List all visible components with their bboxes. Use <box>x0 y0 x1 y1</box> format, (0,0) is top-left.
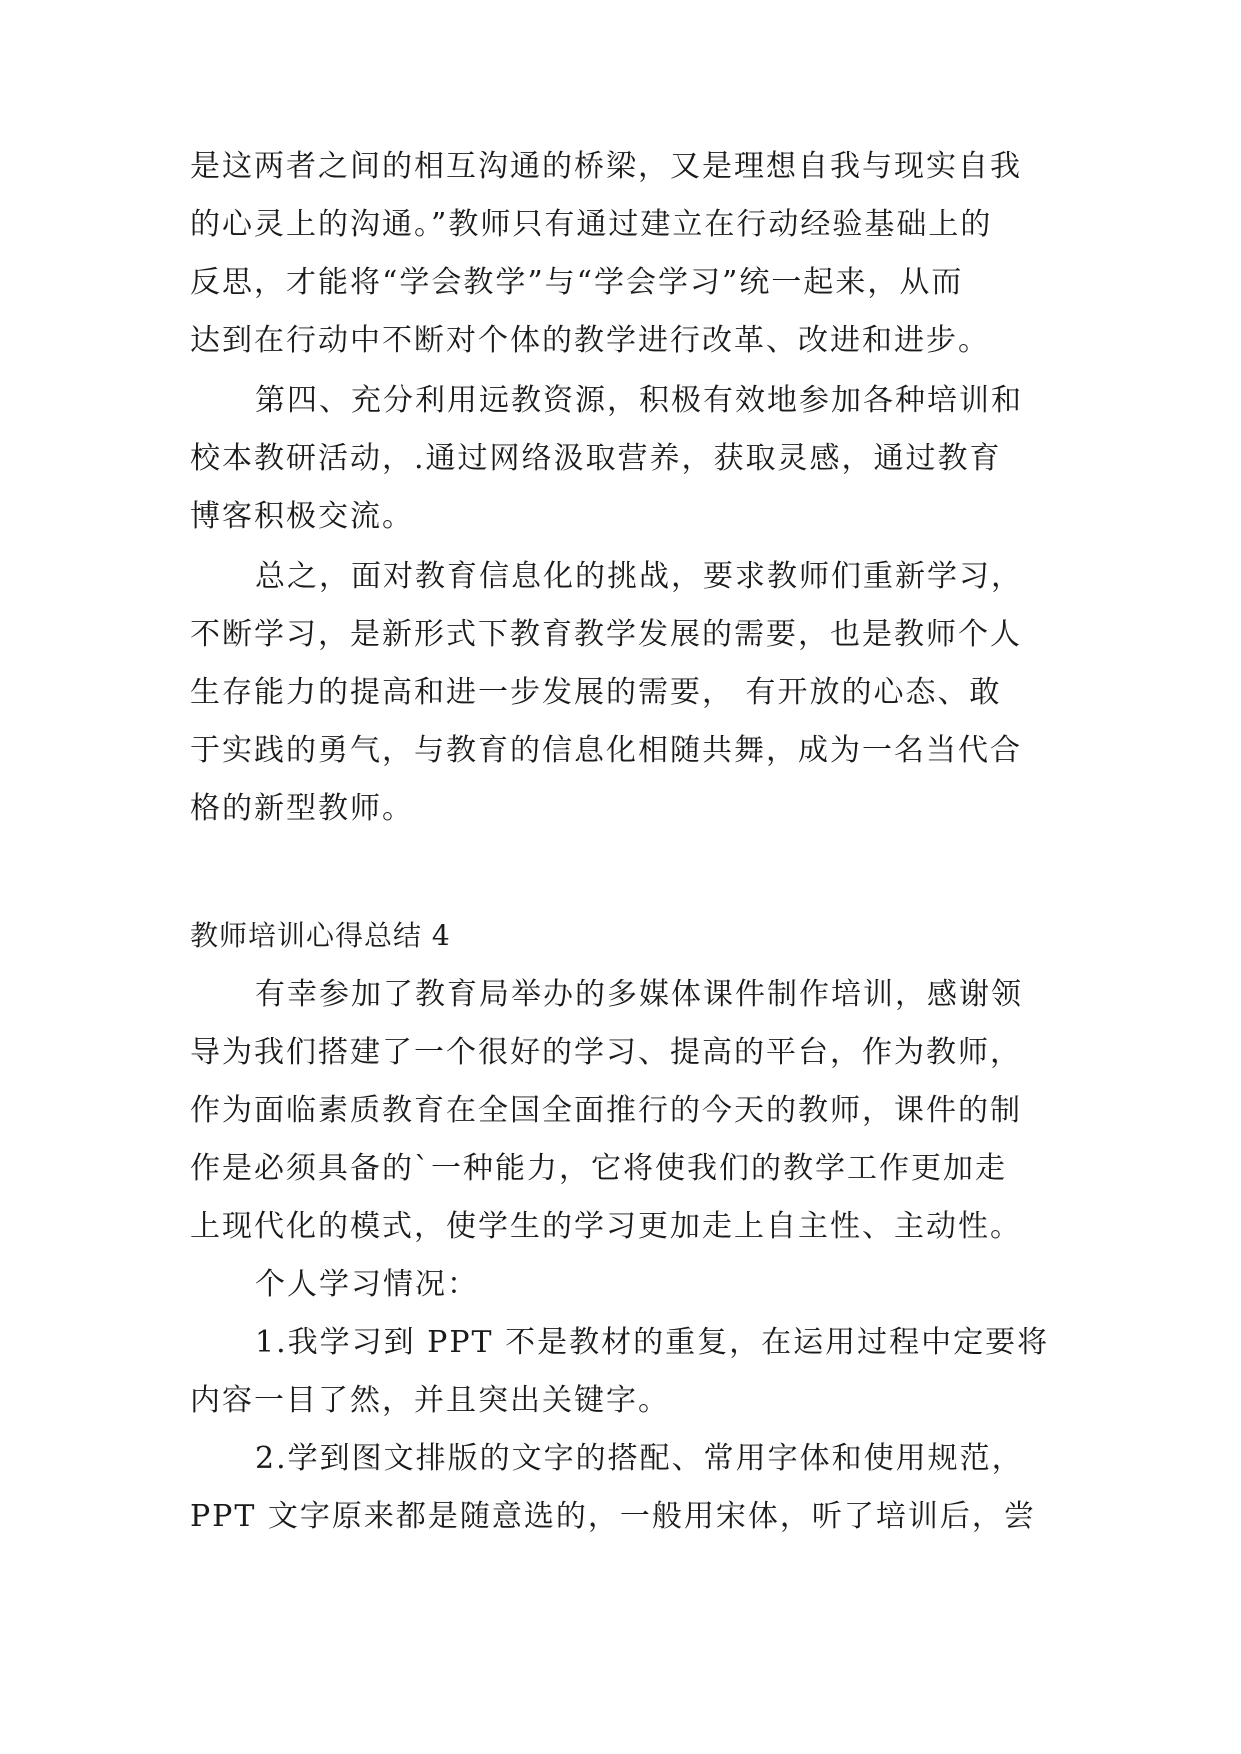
paragraph-line: 反思，才能将“学会教学”与“学会学习”统一起来，从而 <box>190 265 964 300</box>
section-title: 教师培训心得总结 4 <box>190 919 451 952</box>
paragraph-line: 达到在行动中不断对个体的教学进行改革、改进和进步。 <box>190 323 990 358</box>
paragraph-line: 上现代化的模式，使学生的学习更加走上自主性、主动性。 <box>190 1209 1022 1244</box>
paragraph-line: 内容一目了然，并且突出关键字。 <box>190 1383 670 1418</box>
paragraph-line: 2.学到图文排版的文字的搭配、常用字体和使用规范， <box>255 1441 1024 1476</box>
paragraph-line: 的心灵上的沟通。”教师只有通过建立在行动经验基础上的 <box>190 207 993 242</box>
paragraph-line: 于实践的勇气，与教育的信息化相随共舞，成为一名当代合 <box>190 733 1022 768</box>
paragraph-line: 格的新型教师。 <box>190 791 414 826</box>
paragraph-line: 个人学习情况： <box>255 1267 479 1302</box>
paragraph-line: 是这两者之间的相互沟通的桥梁，又是理想自我与现实自我 <box>190 149 1022 184</box>
paragraph-line: 生存能力的提高和进一步发展的需要， 有开放的心态、敢 <box>190 675 1002 710</box>
paragraph-line: 不断学习，是新形式下教育教学发展的需要，也是教师个人 <box>190 617 1022 652</box>
paragraph-line: 作为面临素质教育在全国全面推行的今天的教师，课件的制 <box>190 1093 1022 1128</box>
paragraph-line: 总之，面对教育信息化的挑战，要求教师们重新学习， <box>255 559 1023 594</box>
paragraph-line: 有幸参加了教育局举办的多媒体课件制作培训，感谢领 <box>255 977 1023 1012</box>
paragraph-line: 导为我们搭建了一个很好的学习、提高的平台，作为教师， <box>190 1035 1022 1070</box>
paragraph-line: 作是必须具备的`一种能力，它将使我们的教学工作更加走 <box>190 1151 1007 1186</box>
paragraph-line: 博客积极交流。 <box>190 499 414 534</box>
paragraph-line: PPT 文字原来都是随意选的，一般用宋体，听了培训后，尝 <box>190 1499 1036 1534</box>
paragraph-line: 1.我学习到 PPT 不是教材的重复，在运用过程中定要将 <box>255 1325 1050 1360</box>
paragraph-line: 第四、充分利用远教资源，积极有效地参加各种培训和 <box>255 383 1023 418</box>
paragraph-line: 校本教研活动，.通过网络汲取营养，获取灵感，通过教育 <box>190 441 1002 476</box>
